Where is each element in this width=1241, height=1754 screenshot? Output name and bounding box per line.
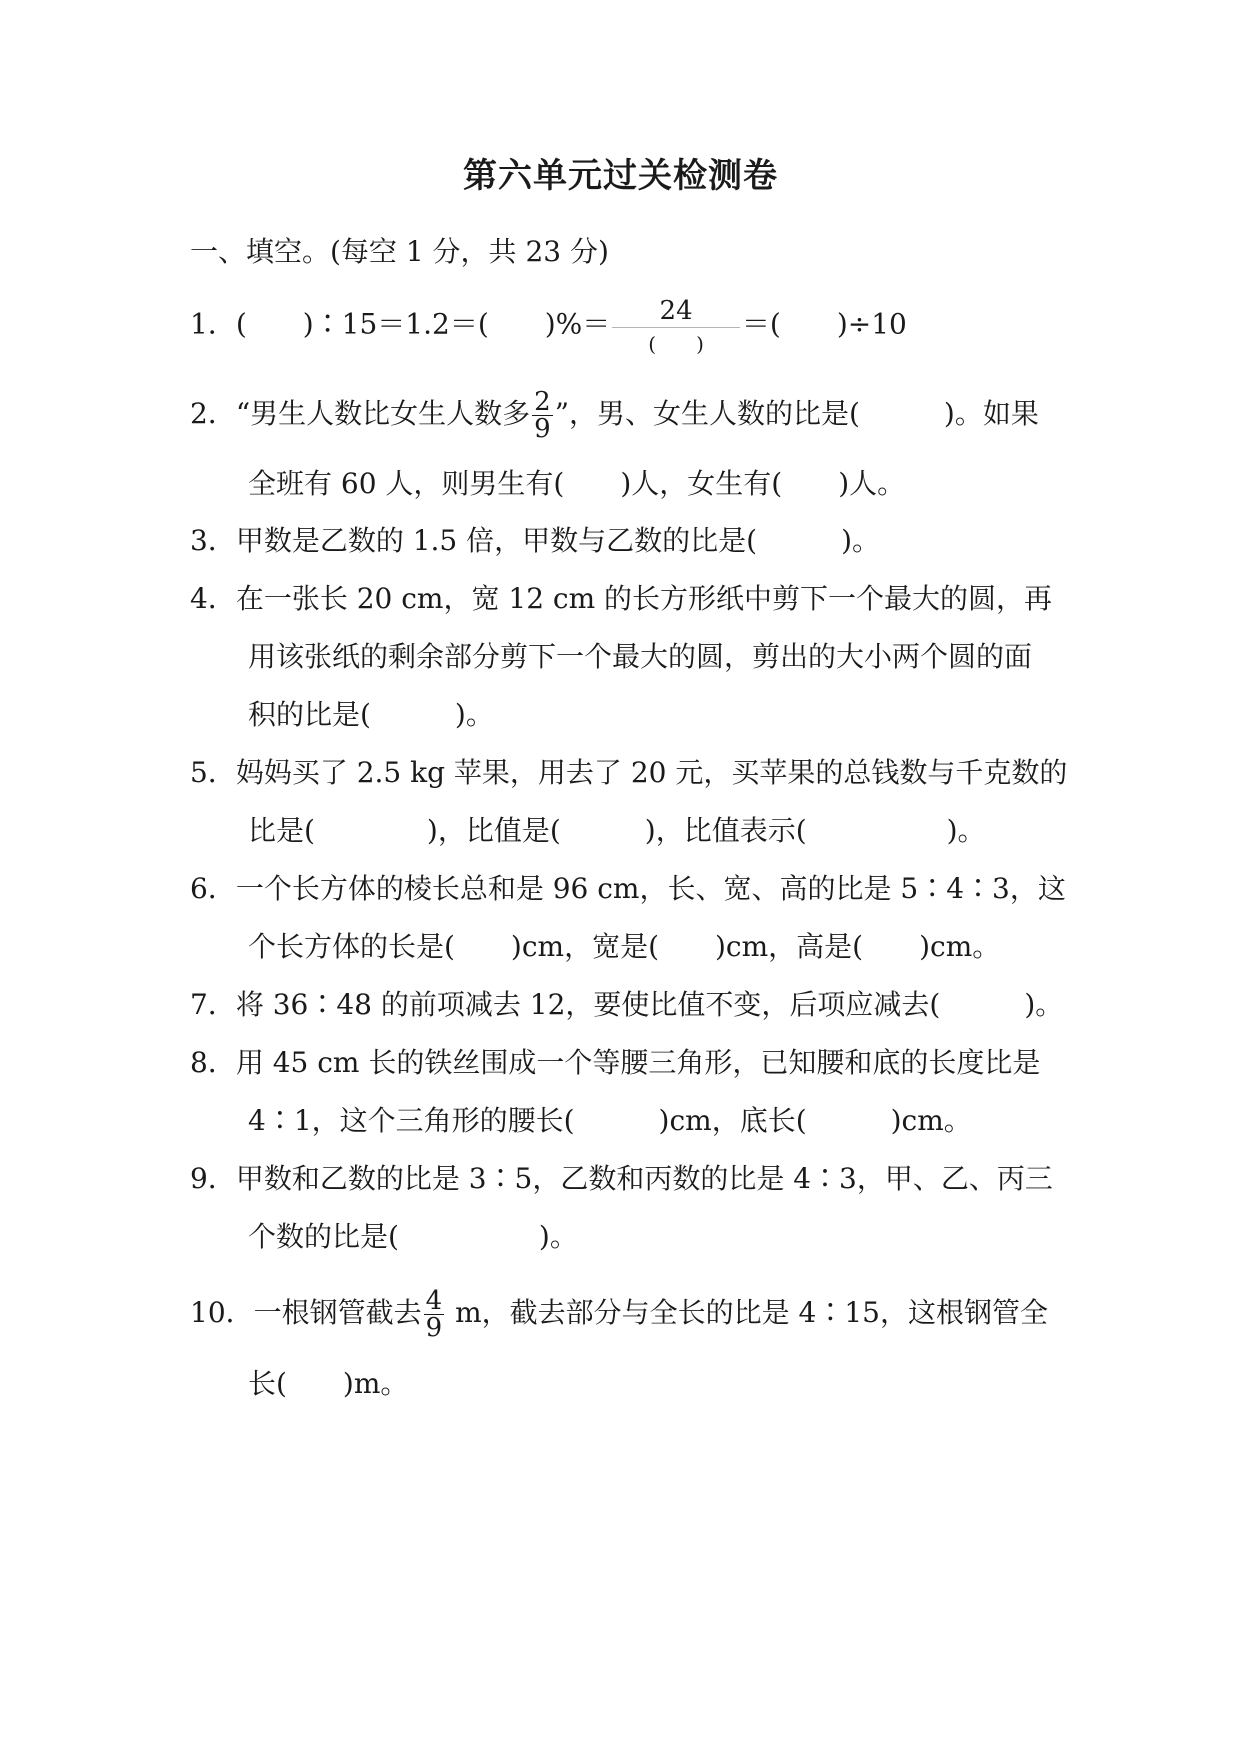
question-3: 3．甲数是乙数的 1.5 倍，甲数与乙数的比是( )。	[190, 524, 880, 557]
fraction	[424, 1288, 445, 1341]
question-10-text: 10．一根钢管截去	[190, 1296, 422, 1329]
question-5-line-2: 比是( )，比值是( )，比值表示( )。	[248, 814, 986, 847]
question-1	[190, 298, 907, 354]
question-2-text: 2．“男生人数比女生人数多	[190, 397, 531, 430]
fraction-numerator: 2	[534, 387, 551, 417]
fraction-denominator: 9	[425, 1313, 443, 1343]
question-2-text-end: ”，男、女生人数的比是( )。如果	[554, 397, 1039, 430]
question-9: 9．甲数和乙数的比是 3∶5，乙数和丙数的比是 4∶3，甲、乙、丙三	[190, 1162, 1053, 1195]
fraction-denominator: 9	[534, 414, 551, 444]
question-2	[190, 389, 1039, 442]
question-1-text-end: ＝( )÷10	[741, 307, 907, 341]
question-9-line-2: 个数的比是( )。	[248, 1220, 578, 1253]
question-6-line-2: 个长方体的长是( )cm，宽是( )cm，高是( )cm。	[248, 930, 1001, 963]
question-2-line-2: 全班有 60 人，则男生有( )人，女生有( )人。	[248, 467, 906, 500]
question-8: 8．用 45 cm 长的铁丝围成一个等腰三角形，已知腰和底的长度比是	[190, 1046, 1041, 1079]
fraction-numerator: 24	[659, 296, 693, 326]
fraction	[612, 298, 740, 354]
fraction-denominator: ( )	[612, 327, 740, 354]
question-10	[190, 1288, 1048, 1341]
page-title: 第六单元过关检测卷	[463, 156, 778, 196]
fraction-numerator: 4	[425, 1286, 443, 1316]
question-8-line-2: 4∶1，这个三角形的腰长( )cm，底长( )cm。	[248, 1104, 972, 1137]
fraction	[532, 389, 553, 442]
question-5: 5．妈妈买了 2.5 kg 苹果，用去了 20 元，买苹果的总钱数与千克数的	[190, 756, 1068, 789]
question-7: 7．将 36∶48 的前项减去 12，要使比值不变，后项应减去( )。	[190, 988, 1064, 1021]
question-4: 4．在一张长 20 cm，宽 12 cm 的长方形纸中剪下一个最大的圆，再	[190, 582, 1053, 615]
question-1-text: 1．( )∶15＝1.2＝( )%＝	[190, 307, 611, 341]
question-10-line-2: 长( )m。	[248, 1367, 409, 1400]
question-4-line-2: 用该张纸的剩余部分剪下一个最大的圆，剪出的大小两个圆的面	[248, 640, 1033, 673]
question-10-text-end: m，截去部分与全长的比是 4∶15，这根钢管全	[446, 1296, 1048, 1329]
question-6: 6．一个长方体的棱长总和是 96 cm，长、宽、高的比是 5∶4∶3，这	[190, 872, 1066, 905]
question-4-line-3: 积的比是( )。	[248, 698, 494, 731]
section-heading: 一、填空。(每空 1 分，共 23 分)	[190, 235, 609, 268]
